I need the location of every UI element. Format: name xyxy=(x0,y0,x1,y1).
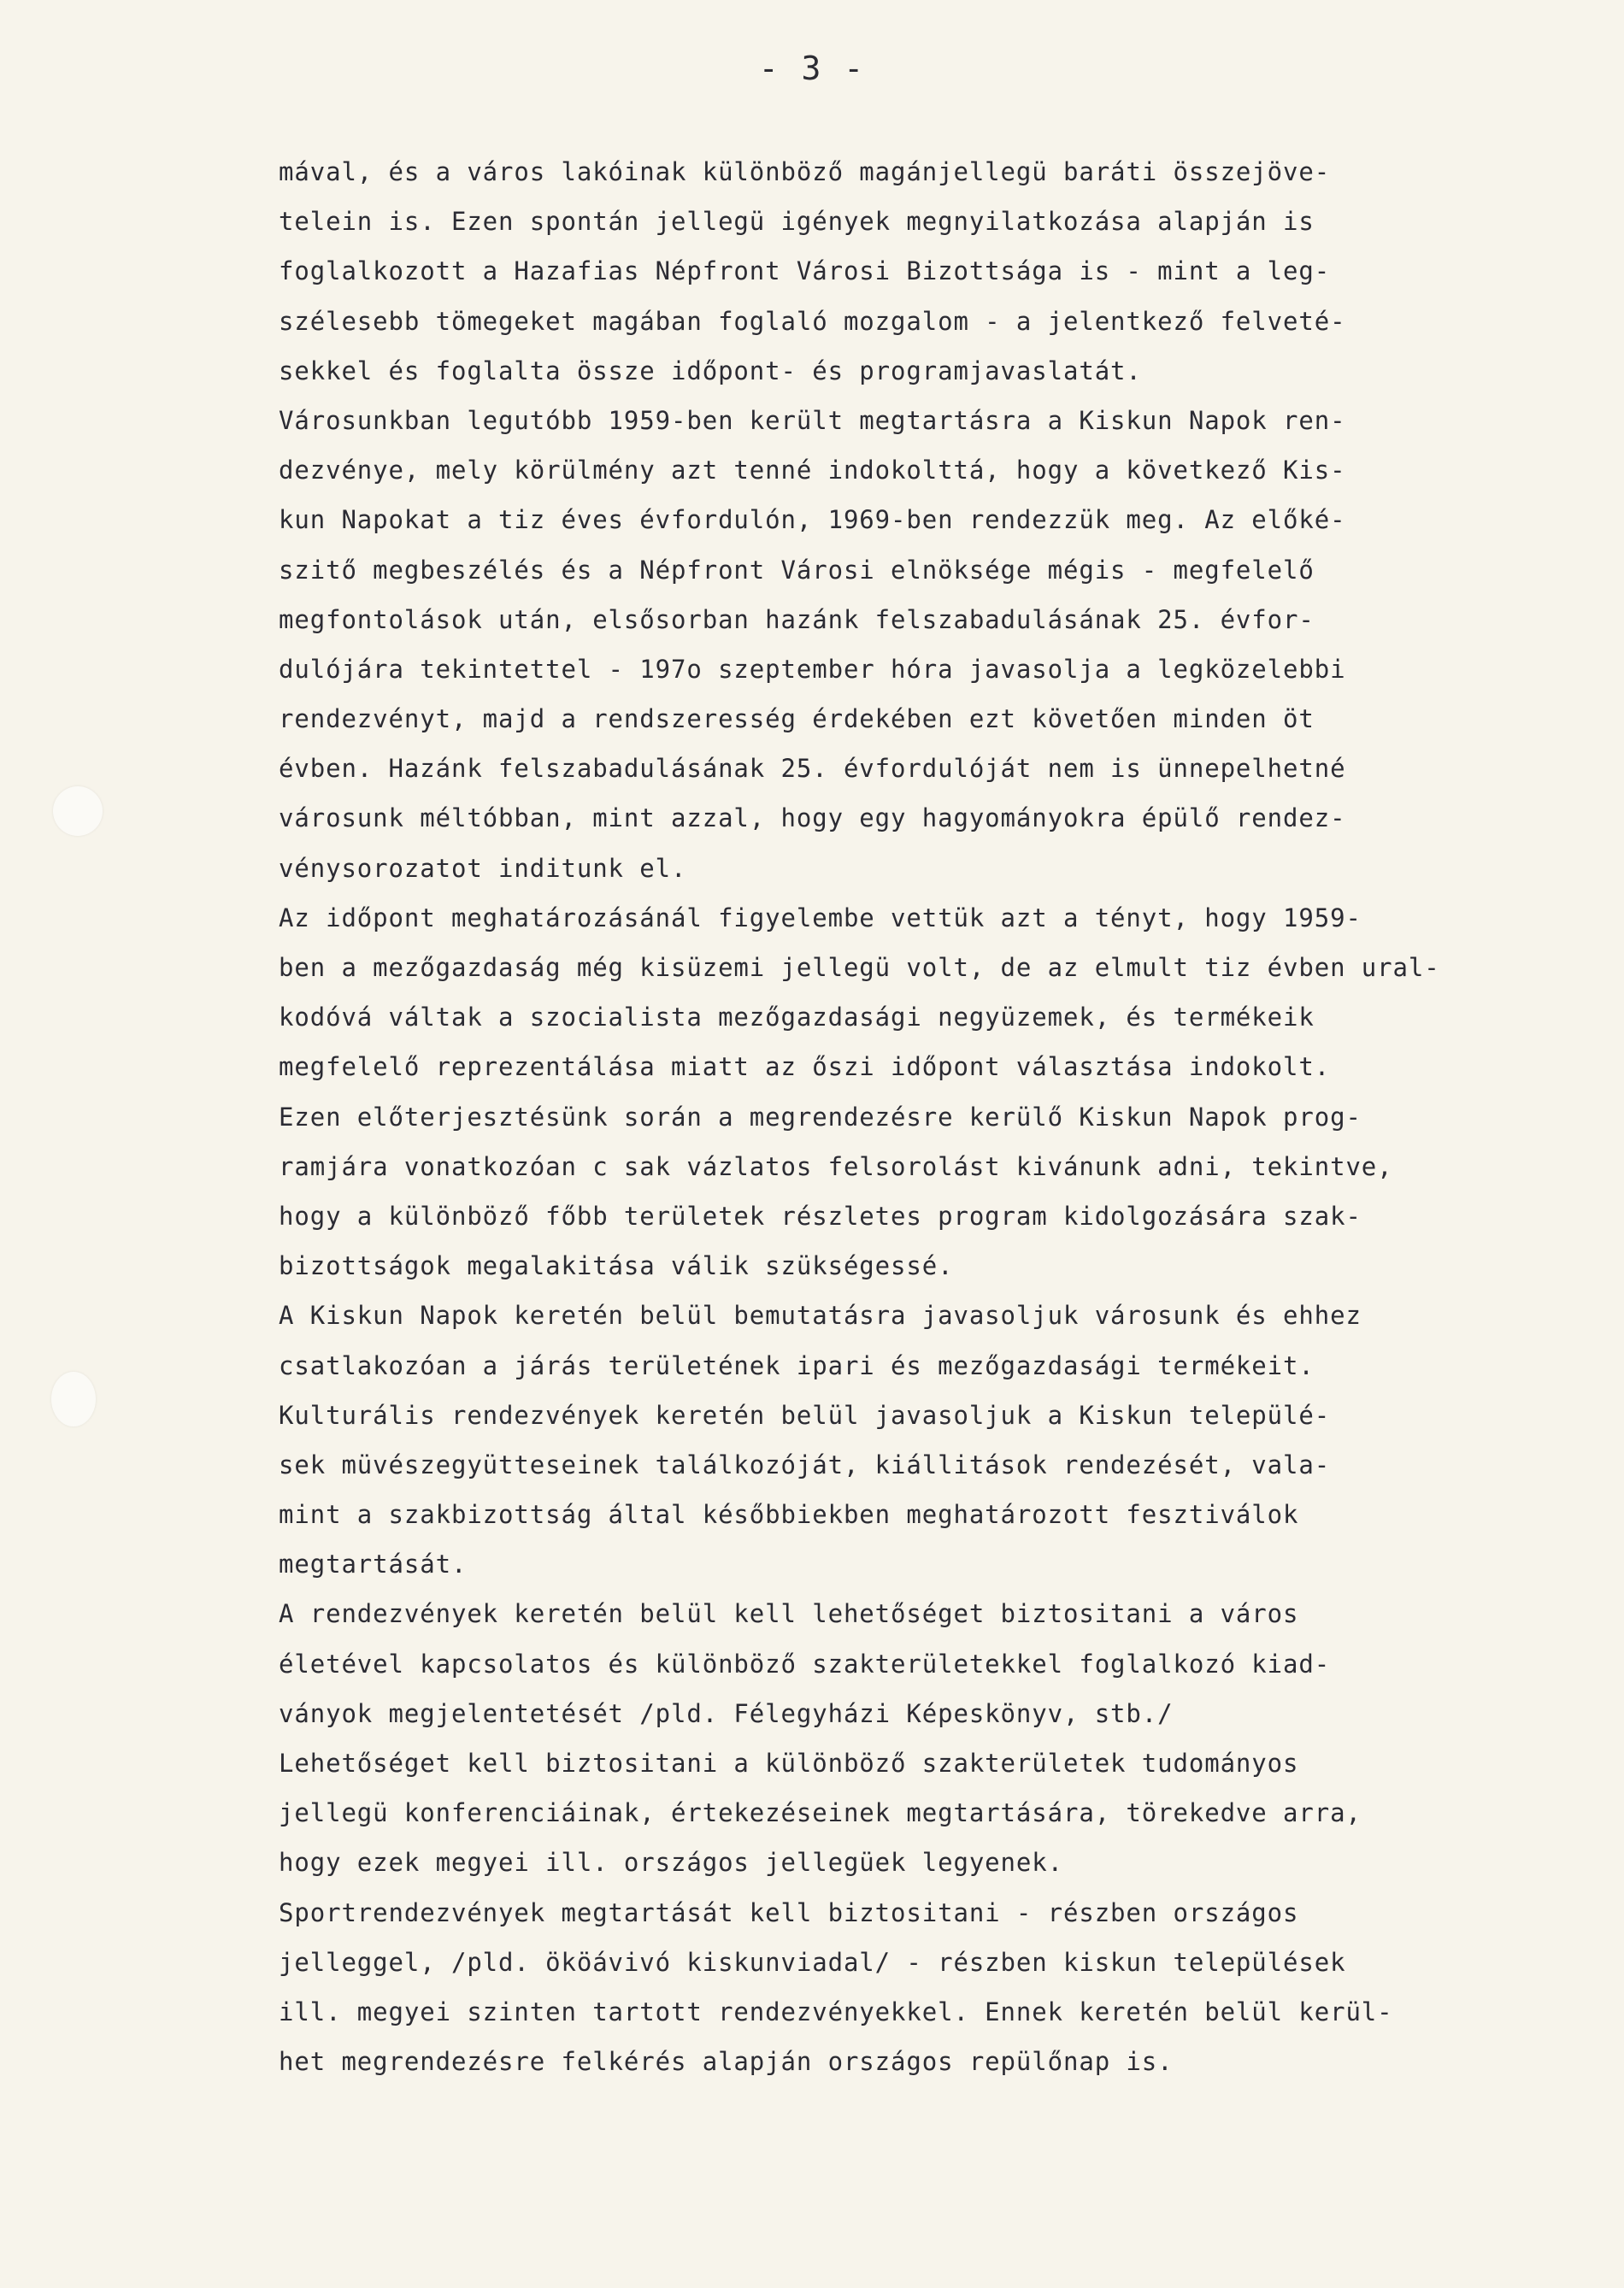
text-line: ben a mezőgazdaság még kisüzemi jellegü volt, de az elmult tiz évben ural- xyxy=(279,953,1440,982)
text-line: Sportrendezvények megtartását kell biztositani - részben országos xyxy=(279,1897,1299,1927)
text-line: szitő megbeszélés és a Népfront Városi elnöksége mégis - megfelelő xyxy=(279,555,1315,585)
text-line: kun Napokat a tiz éves évfordulón, 1969-ben rendezzük meg. Az előké- xyxy=(279,505,1346,535)
text-line: csatlakozóan a járás területének ipari és mezőgazdasági termékeit. xyxy=(279,1350,1315,1380)
text-line: kodóvá váltak a szocialista mezőgazdasági negyüzemek, és termékeik xyxy=(279,1003,1315,1032)
text-line: évben. Hazánk felszabadulásának 25. évfordulóját nem is ünnepelhetné xyxy=(279,754,1346,784)
text-line: ramjára vonatkozóan c sak vázlatos felsorolást kivánunk adni, tekintve, xyxy=(279,1151,1393,1181)
text-line: Lehetőséget kell biztositani a különböző szakterületek tudományos xyxy=(279,1749,1299,1778)
text-line: Az időpont meghatározásánál figyelembe vettük azt a tényt, hogy 1959- xyxy=(279,903,1362,932)
text-line: megfontolások után, elsősorban hazánk felszabadulásának 25. évfor- xyxy=(279,604,1315,634)
text-line: ill. megyei szinten tartott rendezvényekkel. Ennek keretén belül kerül- xyxy=(279,1997,1393,2026)
text-line: foglalkozott a Hazafias Népfront Városi Bizottsága is - mint a leg- xyxy=(279,256,1331,286)
text-line: hogy a különböző főbb területek részletes program kidolgozására szak- xyxy=(279,1201,1362,1231)
text-line: het megrendezésre felkérés alapján országos repülőnap is. xyxy=(279,2047,1174,2077)
text-line: vénysorozatot inditunk el. xyxy=(279,853,687,883)
text-line: dulójára tekintettel - 197o szeptember hóra javasolja a legközelebbi xyxy=(279,654,1346,684)
text-line: mint a szakbizottság által későbbiekben meghatározott fesztiválok xyxy=(279,1500,1299,1530)
text-line: szélesebb tömegeket magában foglaló mozgalom - a jelentkező felveté- xyxy=(279,306,1346,336)
text-line: sek müvészegyütteseinek találkozóját, kiállitások rendezését, vala- xyxy=(279,1450,1331,1479)
text-line: jelleggel, /pld. ököávivó kiskunviadal/ - részben kiskun települések xyxy=(279,1947,1346,1977)
text-line: Városunkban legutóbb 1959-ben került megtartásra a Kiskun Napok ren- xyxy=(279,405,1346,435)
text-line: életével kapcsolatos és különböző szakterületekkel foglalkozó kiad- xyxy=(279,1649,1331,1679)
text-line: megtartását. xyxy=(279,1550,468,1579)
text-line: A Kiskun Napok keretén belül bemutatásra javasoljuk városunk és ehhez xyxy=(279,1301,1362,1331)
text-line: megfelelő reprezentálása miatt az őszi időpont választása indokolt. xyxy=(279,1052,1331,1082)
text-line: Ezen előterjesztésünk során a megrendezésre kerülő Kiskun Napok prog- xyxy=(279,1102,1362,1132)
punch-hole xyxy=(51,1372,96,1426)
page-number: - 3 - xyxy=(758,50,866,87)
body-text xyxy=(279,147,1492,2086)
text-line: sekkel és foglalta össze időpont- és programjavaslatát. xyxy=(279,356,1142,385)
text-line: ványok megjelentetését /pld. Félegyházi Képeskönyv, stb./ xyxy=(279,1698,1174,1728)
text-line: városunk méltóbban, mint azzal, hogy egy hagyományokra épülő rendez- xyxy=(279,803,1346,833)
text-line: rendezvényt, majd a rendszeresség érdekében ezt követően minden öt xyxy=(279,704,1315,734)
text-line: mával, és a város lakóinak különböző magánjellegü baráti összejöve- xyxy=(279,157,1331,186)
text-line: telein is. Ezen spontán jellegü igények megnyilatkozása alapján is xyxy=(279,207,1315,237)
text-line: bizottságok megalakitása válik szükségessé. xyxy=(279,1251,954,1281)
text-line: jellegü konferenciáinak, értekezéseinek megtartására, törekedve arra, xyxy=(279,1798,1362,1828)
punch-hole xyxy=(53,786,103,836)
text-line: hogy ezek megyei ill. országos jellegüek legyenek. xyxy=(279,1848,1063,1878)
text-line: A rendezvények keretén belül kell lehetőséget biztositani a város xyxy=(279,1599,1299,1629)
text-line: dezvénye, mely körülmény azt tenné indokolttá, hogy a következő Kis- xyxy=(279,456,1346,485)
text-line: Kulturális rendezvények keretén belül javasoljuk a Kiskun települé- xyxy=(279,1400,1331,1430)
